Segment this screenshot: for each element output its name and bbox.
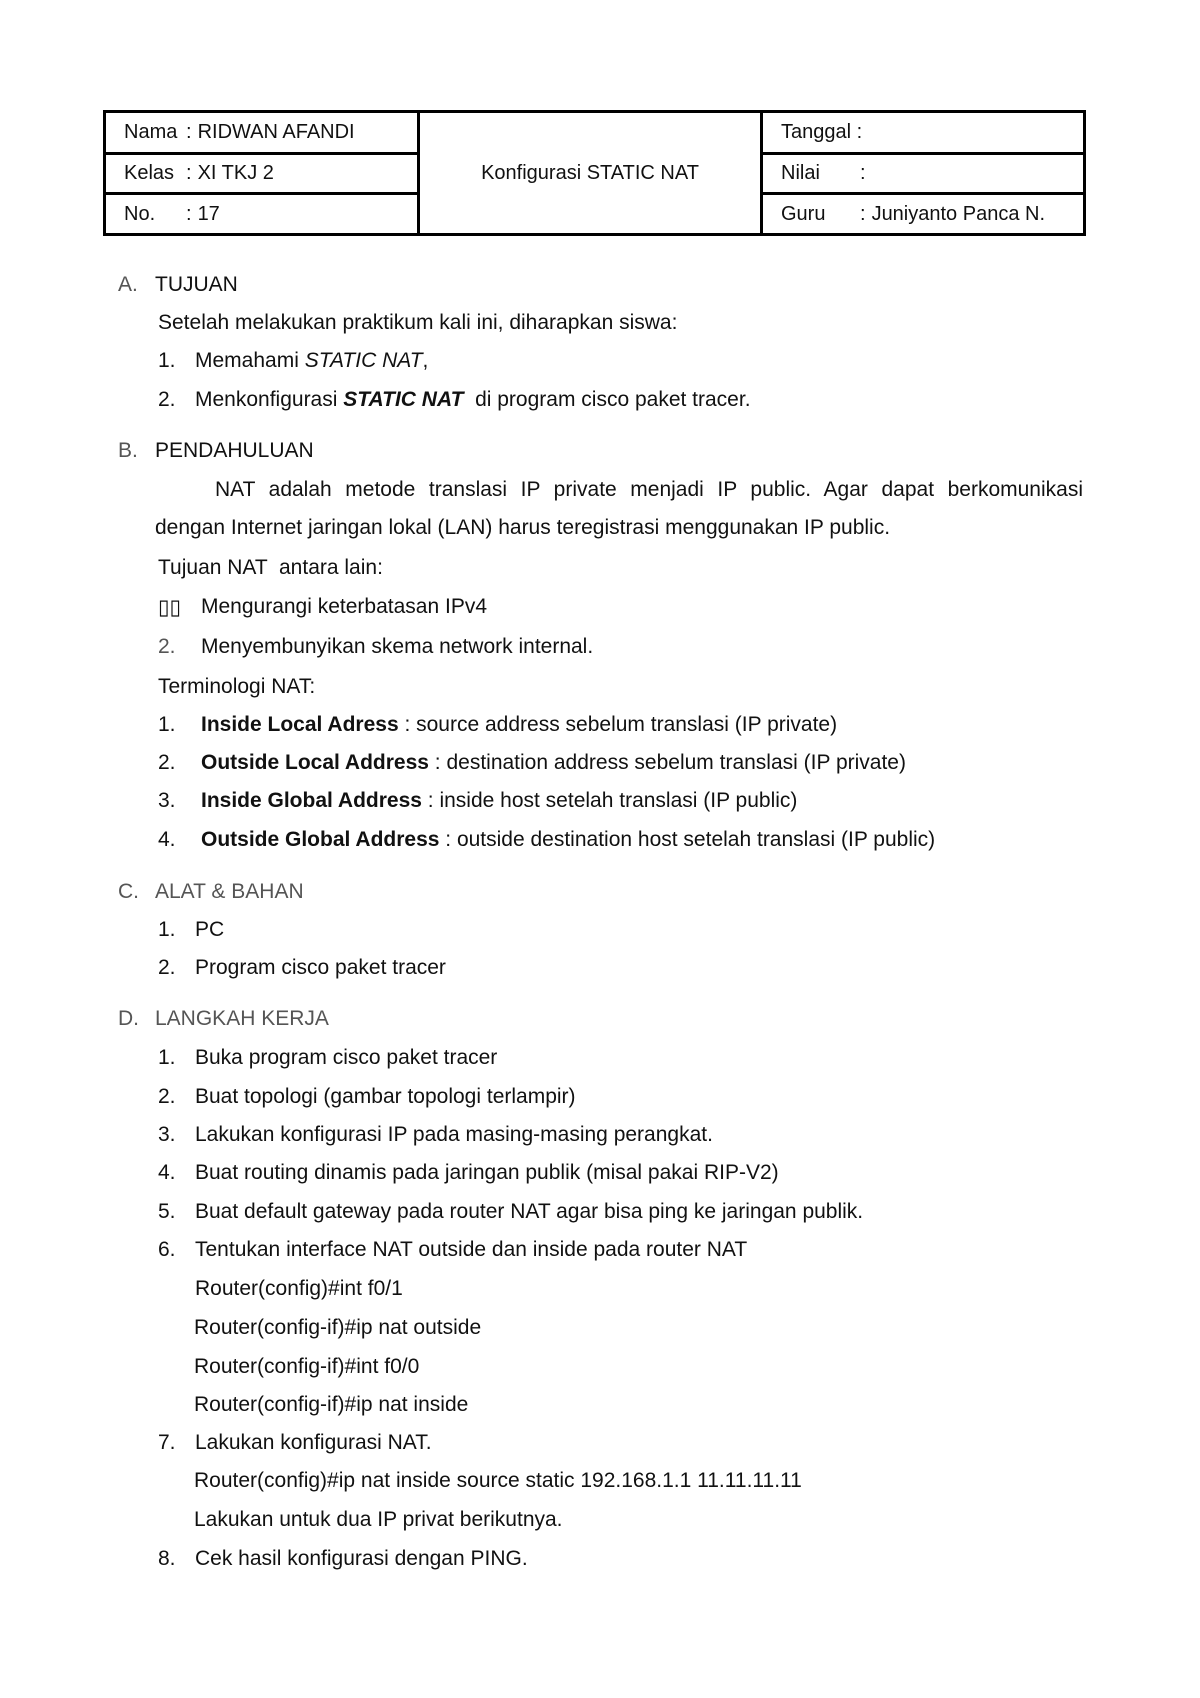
kelas-label: Kelas xyxy=(124,162,175,184)
nama-value: RIDWAN AFANDI xyxy=(197,121,355,143)
section-b-heading: PENDAHULUAN xyxy=(155,439,314,462)
nama-cell xyxy=(106,113,417,152)
list-number: 2. xyxy=(158,1085,176,1108)
item-emphasis: STATIC NAT xyxy=(304,349,423,372)
no-cell xyxy=(106,195,417,233)
paragraph-line: dengan Internet jaringan lokal (LAN) harus teregistrasi menggunakan IP public. xyxy=(155,516,891,539)
list-bullet: ▯▯ xyxy=(158,596,182,619)
list-number: 1. xyxy=(158,1046,176,1069)
nilai-label: Nilai xyxy=(781,162,820,184)
command-line: Router(config-if)#ip nat outside xyxy=(194,1316,482,1339)
list-number: 3. xyxy=(158,1123,176,1146)
term-name: Inside Local Adress xyxy=(201,713,399,736)
list-number: 5. xyxy=(158,1200,176,1223)
command-line: Router(config-if)#int f0/0 xyxy=(194,1355,420,1378)
command-line: Router(config-if)#ip nat inside xyxy=(194,1393,469,1416)
list-item: Buat topologi (gambar topologi terlampir) xyxy=(195,1085,576,1108)
tanggal-cell xyxy=(763,113,1083,152)
section-d-letter: D. xyxy=(118,1007,139,1030)
list-item: Tentukan interface NAT outside dan inside pada router NAT xyxy=(195,1238,748,1261)
list-number: 2. xyxy=(158,956,176,979)
guru-label: Guru xyxy=(781,202,826,225)
item-text: , xyxy=(422,349,429,372)
list-number: 7. xyxy=(158,1431,176,1454)
list-item: Buat routing dinamis pada jaringan publik (misal pakai RIP-V2) xyxy=(195,1161,779,1184)
section-c-heading: ALAT & BAHAN xyxy=(155,880,304,903)
section-a-intro: Setelah melakukan praktikum kali ini, diharapkan siswa: xyxy=(158,311,678,334)
guru-value: Juniyanto Panca N. xyxy=(871,202,1045,225)
list-number: 4. xyxy=(158,1161,176,1184)
command-line: Router(config)#ip nat inside source static 192.168.1.1 11.11.11.11 xyxy=(194,1469,802,1492)
list-item: Mengurangi keterbatasan IPv4 xyxy=(201,595,488,618)
colon: : xyxy=(186,202,192,225)
list-number: 3. xyxy=(158,789,176,812)
list-number: 1. xyxy=(158,918,176,941)
term-item xyxy=(201,789,797,813)
section-b-letter: B. xyxy=(118,439,138,462)
list-item: Buat default gateway pada router NAT agar bisa ping ke jaringan publik. xyxy=(195,1200,864,1223)
tanggal-label: Tanggal : xyxy=(781,121,863,143)
list-item: Lakukan konfigurasi IP pada masing-masing perangkat. xyxy=(195,1123,713,1146)
kelas-value: XI TKJ 2 xyxy=(197,162,274,184)
term-desc: : destination address sebelum translasi (IP private) xyxy=(428,751,906,774)
colon: : xyxy=(186,121,192,143)
term-name: Outside Global Address xyxy=(201,828,440,851)
term-name: Outside Local Address xyxy=(201,751,429,774)
list-number: 1. xyxy=(158,713,176,736)
note-line: Lakukan untuk dua IP privat berikutnya. xyxy=(194,1508,563,1531)
list-number: 4. xyxy=(158,828,176,851)
list-number: 2. xyxy=(158,635,176,658)
item-text: di program cisco paket tracer. xyxy=(463,388,751,411)
paragraph-line: NAT adalah metode translasi IP private menjadi IP public. Agar dapat berkomunikasi xyxy=(215,478,1083,501)
list-item: Buka program cisco paket tracer xyxy=(195,1046,498,1069)
header-table xyxy=(103,110,1086,236)
list-item: Lakukan konfigurasi NAT. xyxy=(195,1431,432,1454)
list-item: Cek hasil konfigurasi dengan PING. xyxy=(195,1547,528,1570)
list-number: 6. xyxy=(158,1238,176,1261)
term-desc: : source address sebelum translasi (IP private) xyxy=(398,713,838,736)
list-item: PC xyxy=(195,918,225,941)
section-a-heading: TUJUAN xyxy=(155,273,238,296)
document-title: Konfigurasi STATIC NAT xyxy=(481,161,699,184)
no-label: No. xyxy=(124,202,156,225)
list-item xyxy=(195,388,751,412)
terminologi-intro: Terminologi NAT: xyxy=(158,675,316,698)
no-value: 17 xyxy=(197,202,220,225)
list-number: 8. xyxy=(158,1547,176,1570)
colon: : xyxy=(860,202,866,225)
tujuan-intro: Tujuan NAT antara lain: xyxy=(158,556,383,579)
item-text: Memahami xyxy=(195,349,305,372)
term-desc: : inside host setelah translasi (IP public) xyxy=(421,789,798,812)
list-number: 2. xyxy=(158,388,176,411)
list-number: 1. xyxy=(158,349,176,372)
item-text: Menkonfigurasi xyxy=(195,388,344,411)
section-a-letter: A. xyxy=(118,273,138,296)
kelas-cell xyxy=(106,155,417,192)
term-item xyxy=(201,713,837,737)
term-item xyxy=(201,751,906,775)
list-number: 2. xyxy=(158,751,176,774)
guru-cell xyxy=(763,195,1083,233)
section-c-letter: C. xyxy=(118,880,139,903)
command-line: Router(config)#int f0/1 xyxy=(195,1277,403,1300)
list-item: Program cisco paket tracer xyxy=(195,956,446,979)
nilai-cell xyxy=(763,155,1083,192)
nama-label: Nama xyxy=(124,121,178,143)
list-item xyxy=(195,349,428,373)
nilai-value: : xyxy=(860,162,866,184)
list-item: Menyembunyikan skema network internal. xyxy=(201,635,594,658)
term-name: Inside Global Address xyxy=(201,789,422,812)
term-item xyxy=(201,828,935,852)
colon: : xyxy=(186,162,192,184)
term-desc: : outside destination host setelah translasi (IP public) xyxy=(439,828,936,851)
item-emphasis: STATIC NAT xyxy=(343,388,464,411)
section-d-heading: LANGKAH KERJA xyxy=(155,1007,329,1030)
